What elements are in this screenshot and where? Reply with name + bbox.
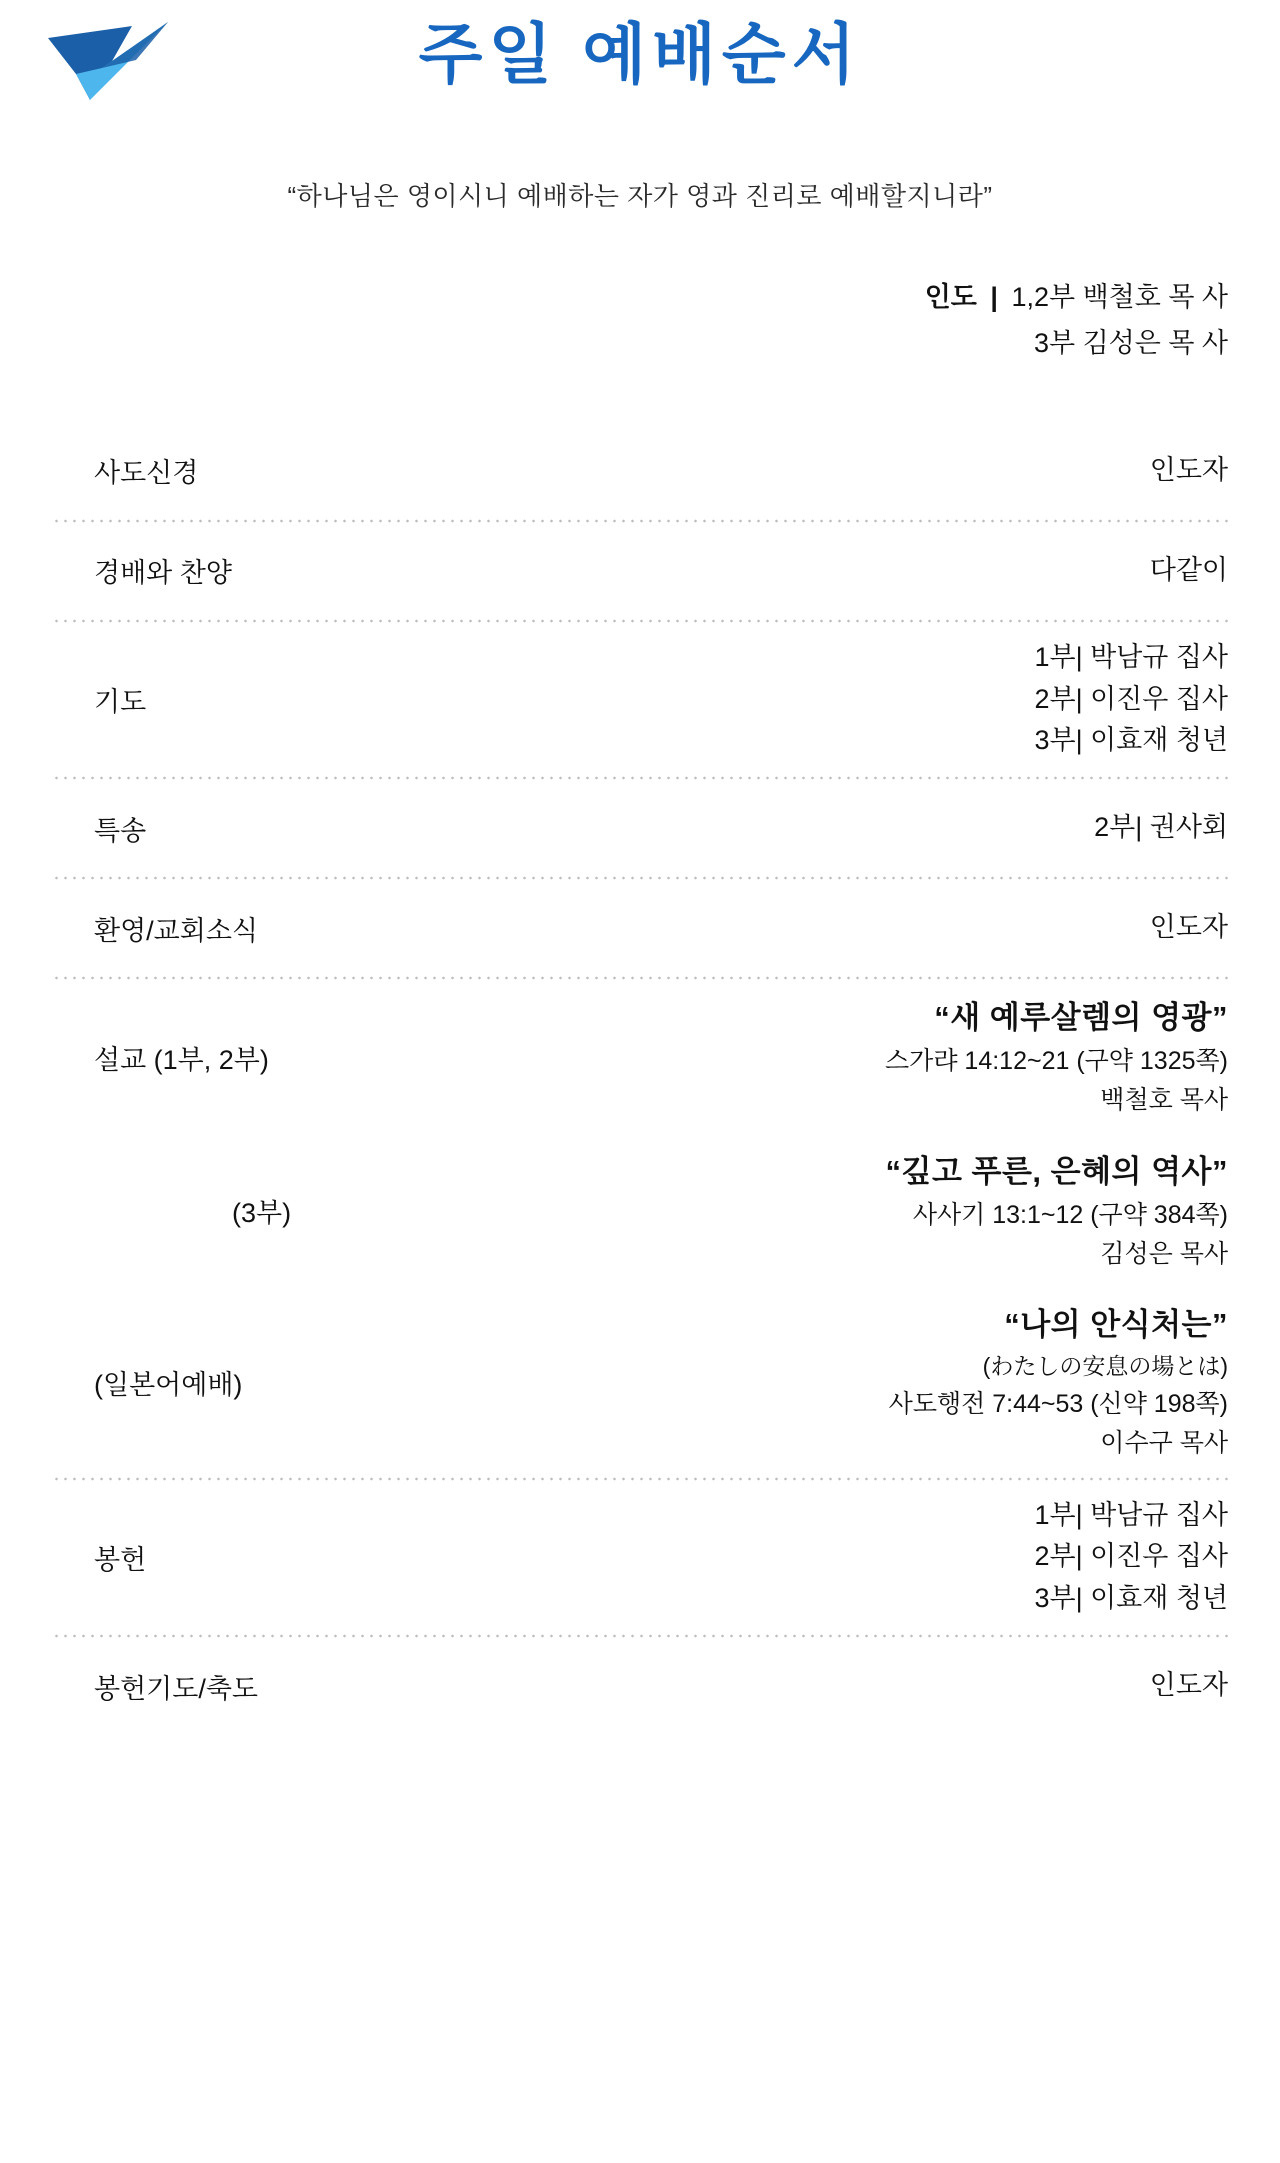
leader-separator: | (990, 282, 998, 312)
leader-block (0, 275, 1280, 367)
order-row-sermon-1-2 (52, 980, 1228, 1134)
page-subtitle: “하나님은 영이시니 예배하는 자가 영과 진리로 예배할지니라” (287, 181, 993, 211)
leader-row-2 (0, 321, 1228, 367)
order-row-apostles-creed (52, 423, 1228, 519)
order-value-line: 인도자 (1149, 912, 1228, 943)
order-row-worship-and-praise (52, 523, 1228, 619)
order-item-label: 봉헌 (94, 1544, 147, 1575)
order-item-label: (일본어예배) (94, 1369, 243, 1400)
order-item-label: 기도 (94, 687, 147, 718)
sermon-scripture: 스가랴 14:12~21 (구약 1325쪽) (885, 1047, 1228, 1076)
order-row-welcome-and-news (52, 880, 1228, 976)
order-item-value (198, 450, 1228, 492)
sermon-title: “나의 안식처는” (1004, 1307, 1228, 1343)
order-item-value (258, 907, 1228, 949)
order-value-line: 3부| 이효재 청년 (1034, 725, 1228, 756)
order-value-line: 인도자 (1149, 454, 1228, 485)
sermon-scripture: 사사기 13:1~12 (구약 384쪽) (912, 1200, 1228, 1229)
order-item-label: 봉헌기도/축도 (94, 1673, 258, 1704)
order-item-label: 환영/교회소식 (94, 915, 258, 946)
order-table (0, 423, 1280, 1734)
order-row-offering-prayer-benediction (52, 1638, 1228, 1734)
leader-line-1: 1,2부 백철호 목 사 (1011, 282, 1228, 312)
sermon-title-translation: (わたしの安息の場とは) (982, 1353, 1228, 1380)
order-row-prayer (52, 623, 1228, 777)
page-header (0, 0, 1280, 150)
page-title: 주일 예배순서 (418, 17, 862, 91)
order-item-value (258, 1665, 1228, 1707)
sermon-title: “새 예루살렘의 영광” (934, 1000, 1228, 1036)
leader-line-2: 3부 김성은 목 사 (1033, 327, 1228, 358)
order-value-line: 2부| 이진우 집사 (1034, 683, 1228, 714)
order-item-label: 경배와 찬양 (94, 558, 232, 589)
leader-row-1 (0, 275, 1228, 321)
sermon-preacher: 이수구 목사 (1100, 1428, 1228, 1457)
order-value-line: 2부| 권사회 (1094, 812, 1228, 843)
sermon-preacher: 백철호 목사 (1100, 1086, 1228, 1115)
order-row-sermon-japanese (52, 1287, 1228, 1476)
order-value-line: 1부| 박남규 집사 (1034, 1499, 1228, 1530)
order-item-value (146, 1495, 1228, 1621)
order-value-line: 다같이 (1149, 554, 1228, 585)
order-item-label: (3부) (232, 1198, 292, 1229)
order-value-line: 2부| 이진우 집사 (1034, 1541, 1228, 1572)
order-row-special-song (52, 780, 1228, 876)
order-row-sermon-3 (52, 1134, 1228, 1288)
sermon-scripture: 사도행전 7:44~53 (신약 198쪽) (888, 1390, 1228, 1419)
order-item-value (269, 994, 1228, 1120)
order-value-line: 1부| 박남규 집사 (1034, 641, 1228, 672)
order-item-value (291, 1148, 1228, 1274)
order-item-label: 사도신경 (94, 458, 199, 489)
order-item-label: 설교 (1부, 2부) (94, 1044, 269, 1075)
sermon-preacher: 김성은 목사 (1100, 1239, 1228, 1268)
leader-label: 인도 (924, 282, 977, 312)
order-item-value (232, 550, 1228, 592)
order-value-line: 3부| 이효재 청년 (1034, 1583, 1228, 1614)
order-item-value (146, 637, 1228, 763)
sermon-title: “깊고 푸른, 은혜의 역사” (885, 1153, 1228, 1189)
order-item-value (242, 1301, 1228, 1462)
order-row-offering (52, 1481, 1228, 1635)
order-value-line: 인도자 (1149, 1670, 1228, 1701)
order-item-value (146, 807, 1228, 849)
order-item-label: 특송 (94, 815, 147, 846)
paper-plane-logo (40, 8, 190, 118)
